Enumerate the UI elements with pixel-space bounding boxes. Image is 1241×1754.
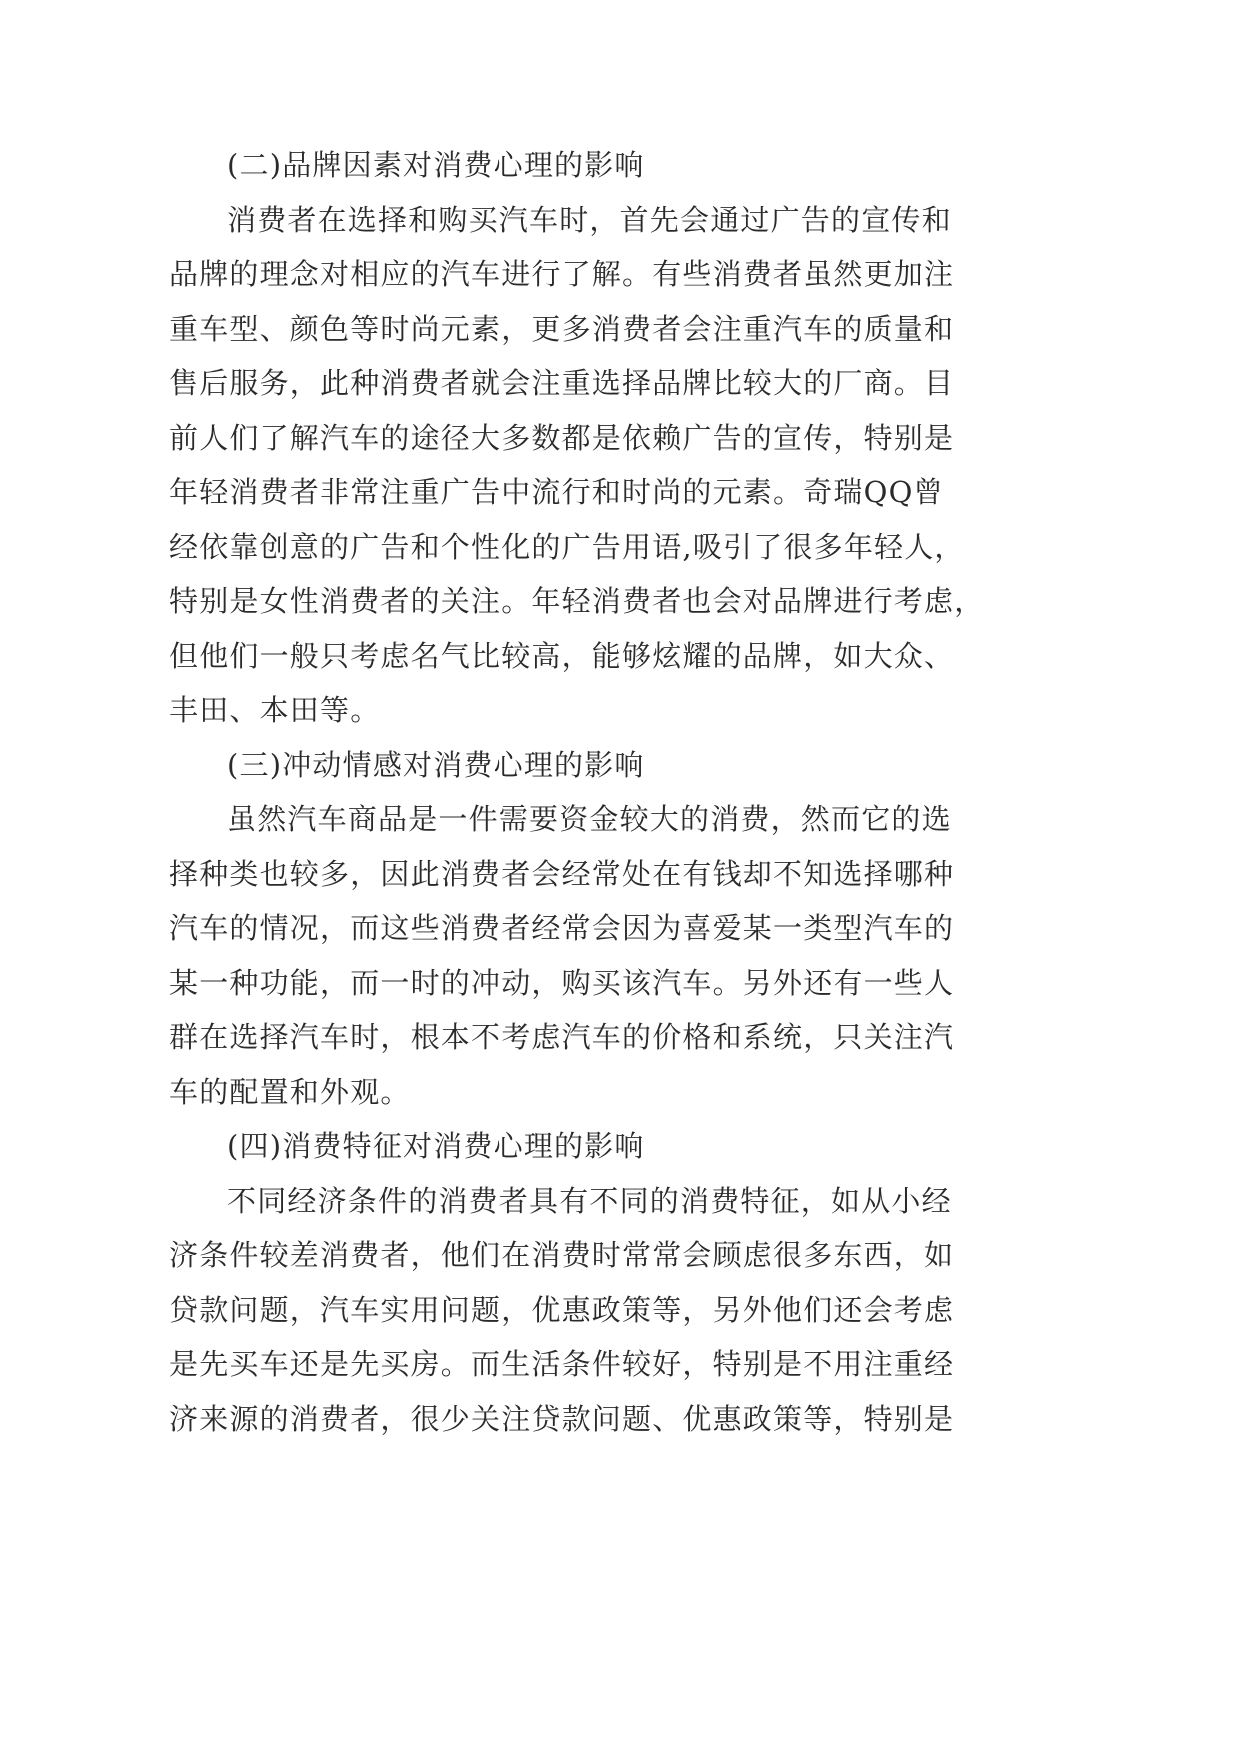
section-heading-features: (四)消费特征对消费心理的影响 bbox=[227, 1129, 645, 1163]
paragraph-line: 经依靠创意的广告和个性化的广告用语,吸引了很多年轻人， bbox=[169, 529, 965, 564]
paragraph-line: 群在选择汽车时，根本不考虑汽车的价格和系统，只关注汽 bbox=[169, 1020, 955, 1054]
paragraph-line: 是先买车还是先买房。而生活条件较好，特别是不用注重经 bbox=[169, 1347, 955, 1381]
paragraph-line: 售后服务，此种消费者就会注重选择品牌比较大的厂商。目 bbox=[169, 366, 955, 400]
section-heading-impulse: (三)冲动情感对消费心理的影响 bbox=[227, 747, 645, 782]
body-text bbox=[169, 138, 985, 1446]
paragraph-line: 前人们了解汽车的途径大多数都是依赖广告的宣传，特别是 bbox=[169, 420, 955, 455]
paragraph-line: 济来源的消费者，很少关注贷款问题、优惠政策等，特别是 bbox=[169, 1401, 955, 1436]
paragraph-line: 虽然汽车商品是一件需要资金较大的消费，然而它的选 bbox=[227, 802, 952, 836]
paragraph-line: 但他们一般只考虑名气比较高，能够炫耀的品牌，如大众、 bbox=[169, 638, 955, 673]
paragraph-line: 品牌的理念对相应的汽车进行了解。有些消费者虽然更加注 bbox=[169, 257, 955, 291]
paragraph-line: 某一种功能，而一时的冲动，购买该汽车。另外还有一些人 bbox=[169, 965, 955, 1000]
paragraph-line: 不同经济条件的消费者具有不同的消费特征，如从小经 bbox=[227, 1183, 952, 1218]
paragraph-line: 重车型、颜色等时尚元素，更多消费者会注重汽车的质量和 bbox=[169, 311, 955, 346]
paragraph-line: 贷款问题，汽车实用问题，优惠政策等，另外他们还会考虑 bbox=[169, 1292, 955, 1327]
paragraph-line: 汽车的情况，而这些消费者经常会因为喜爱某一类型汽车的 bbox=[169, 911, 955, 945]
paragraph-line: 消费者在选择和购买汽车时，首先会通过广告的宣传和 bbox=[227, 202, 952, 237]
paragraph-line: 特别是女性消费者的关注。年轻消费者也会对品牌进行考虑， bbox=[169, 584, 985, 618]
paragraph-line: 丰田、本田等。 bbox=[169, 693, 381, 727]
paragraph-line: 车的配置和外观。 bbox=[169, 1074, 411, 1109]
paragraph-line: 年轻消费者非常注重广告中流行和时尚的元素。奇瑞QQ曾 bbox=[169, 475, 944, 509]
section-heading-brand: (二)品牌因素对消费心理的影响 bbox=[227, 148, 645, 182]
paragraph-line: 择种类也较多，因此消费者会经常处在有钱却不知选择哪种 bbox=[169, 856, 955, 891]
paragraph-line: 济条件较差消费者，他们在消费时常常会顾虑很多东西，如 bbox=[169, 1238, 955, 1272]
